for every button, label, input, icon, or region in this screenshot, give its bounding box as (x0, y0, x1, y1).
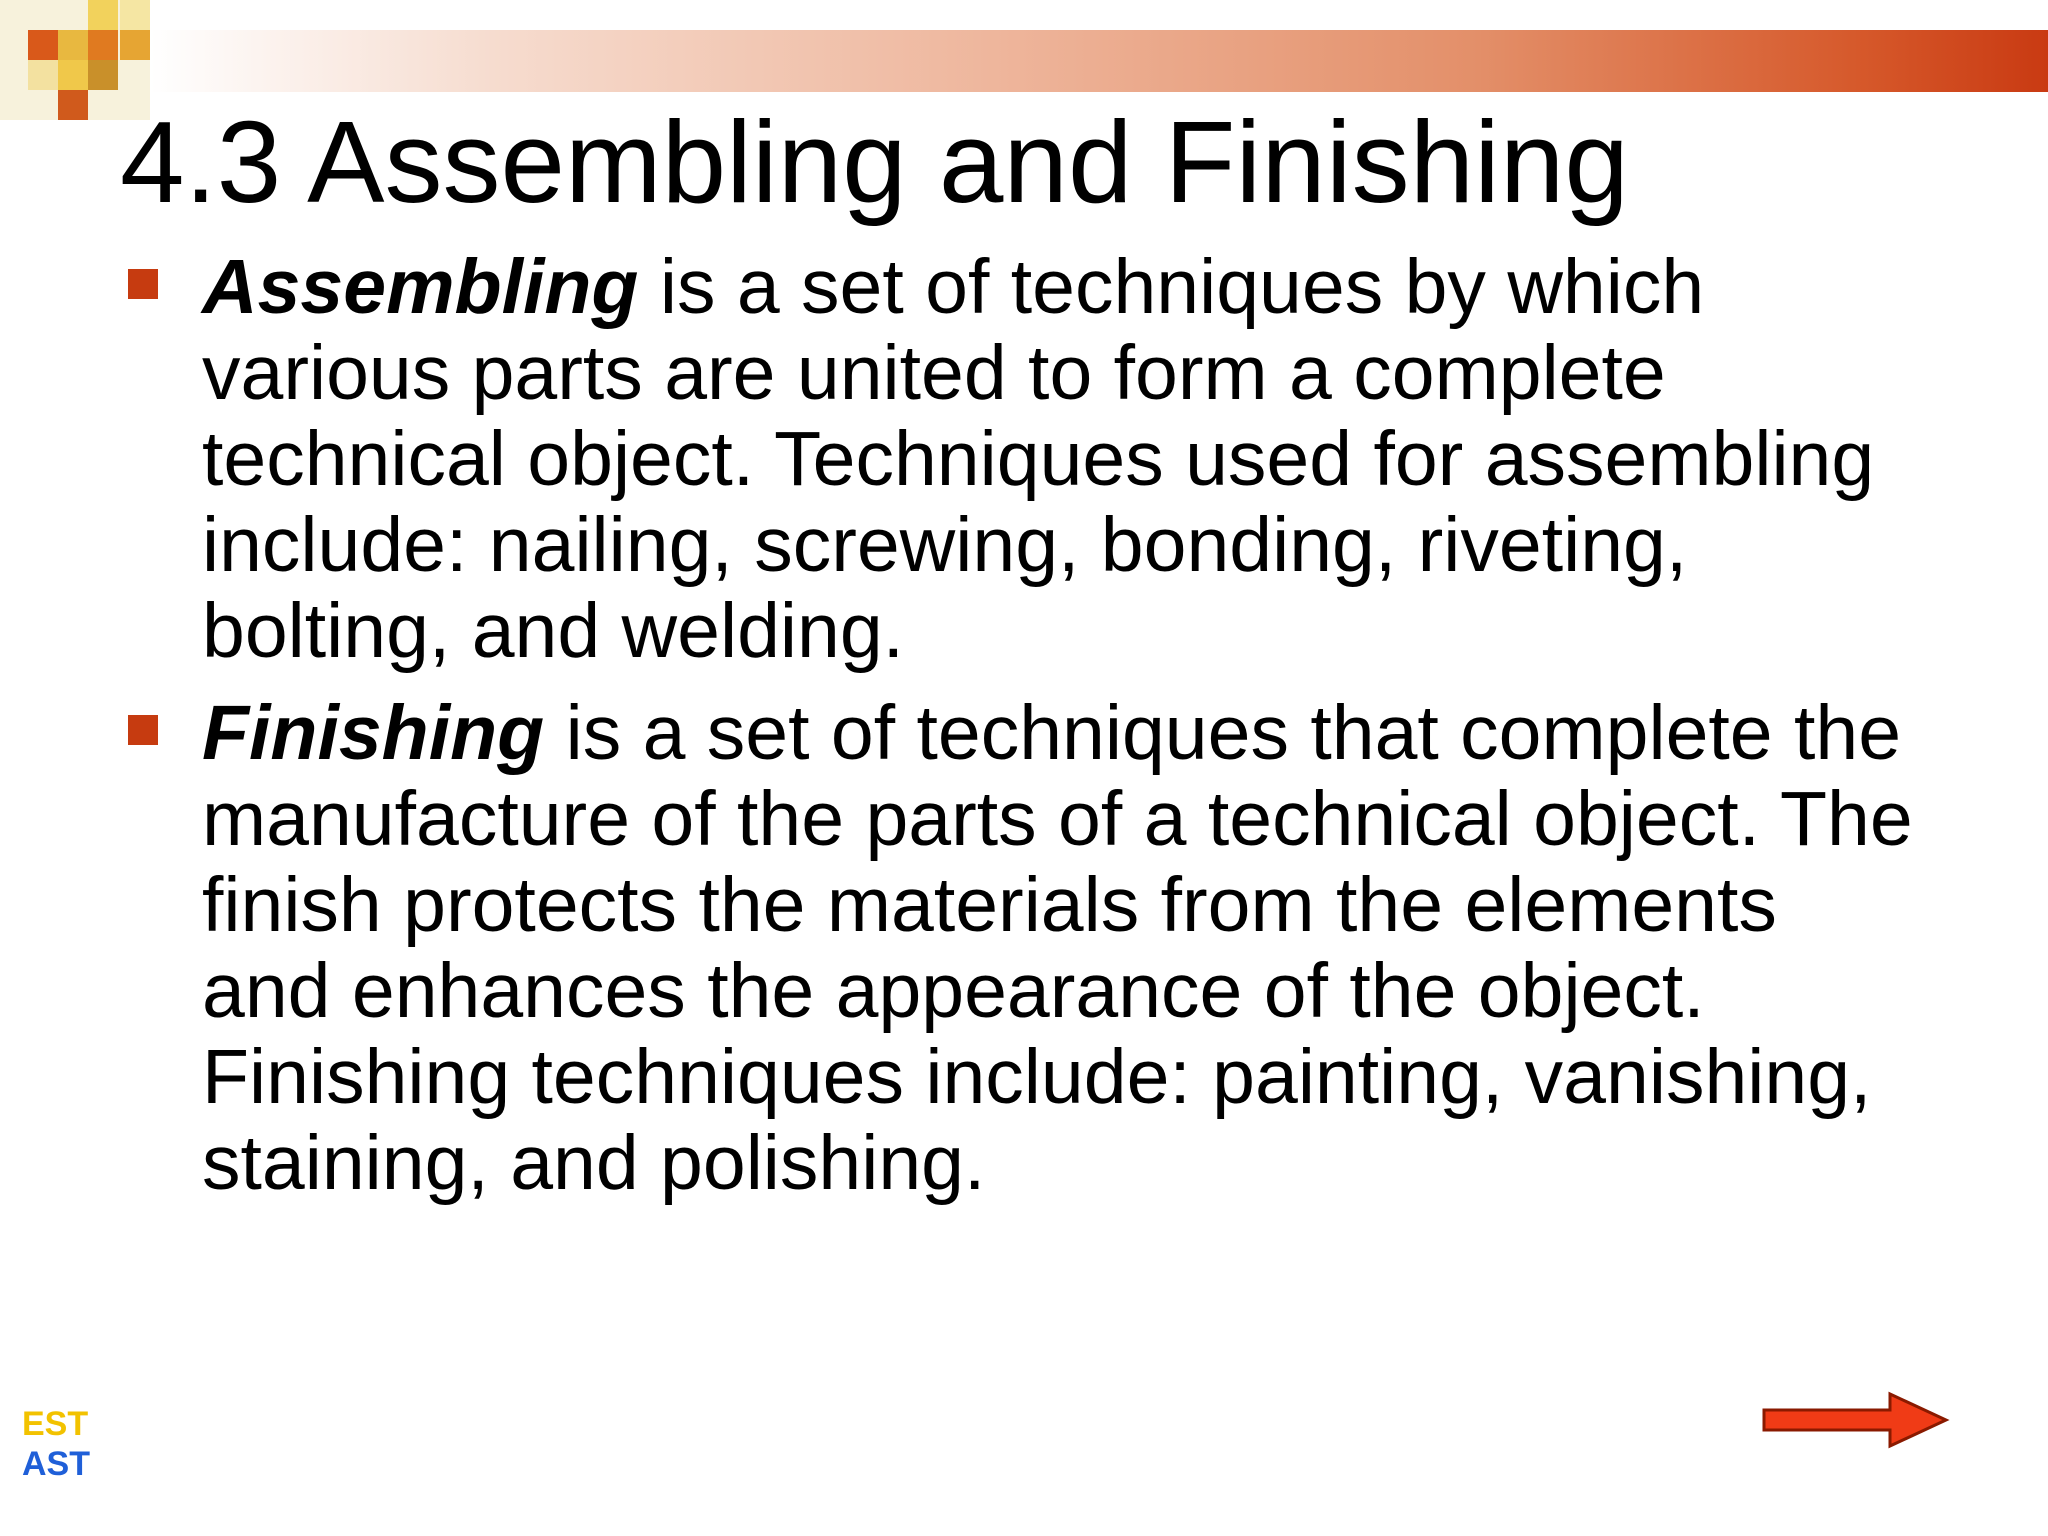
bullet-list (124, 244, 1924, 1222)
right-arrow-icon[interactable] (1760, 1390, 1950, 1450)
square-bullet-icon (128, 715, 158, 745)
footer-labels (22, 1404, 90, 1484)
bullet-term: Assembling (202, 244, 639, 330)
bullet-text: is a set of techniques that complete the manufacture of the parts of a technical object. The finish protects the materials from the elements and enhances the appearance of the object. Finishing techniques include: painting, vanishing, staining, and polishing. (202, 690, 1913, 1206)
square-bullet-icon (128, 269, 158, 299)
header-gradient-bar (150, 30, 2048, 92)
bullet-text: is a set of techniques by which various parts are united to form a complete technical object. Techniques used for assembling include: nailing, screwing, bonding, riveting, bolting, and welding. (202, 244, 1875, 674)
slide-title: 4.3 Assembling and Finishing (120, 97, 1629, 227)
bullet-term: Finishing (202, 690, 545, 776)
ast-label: AST (22, 1445, 90, 1483)
est-label: EST (22, 1405, 89, 1443)
bullet-item-assembling (124, 244, 1924, 674)
bullet-item-finishing (124, 690, 1924, 1206)
